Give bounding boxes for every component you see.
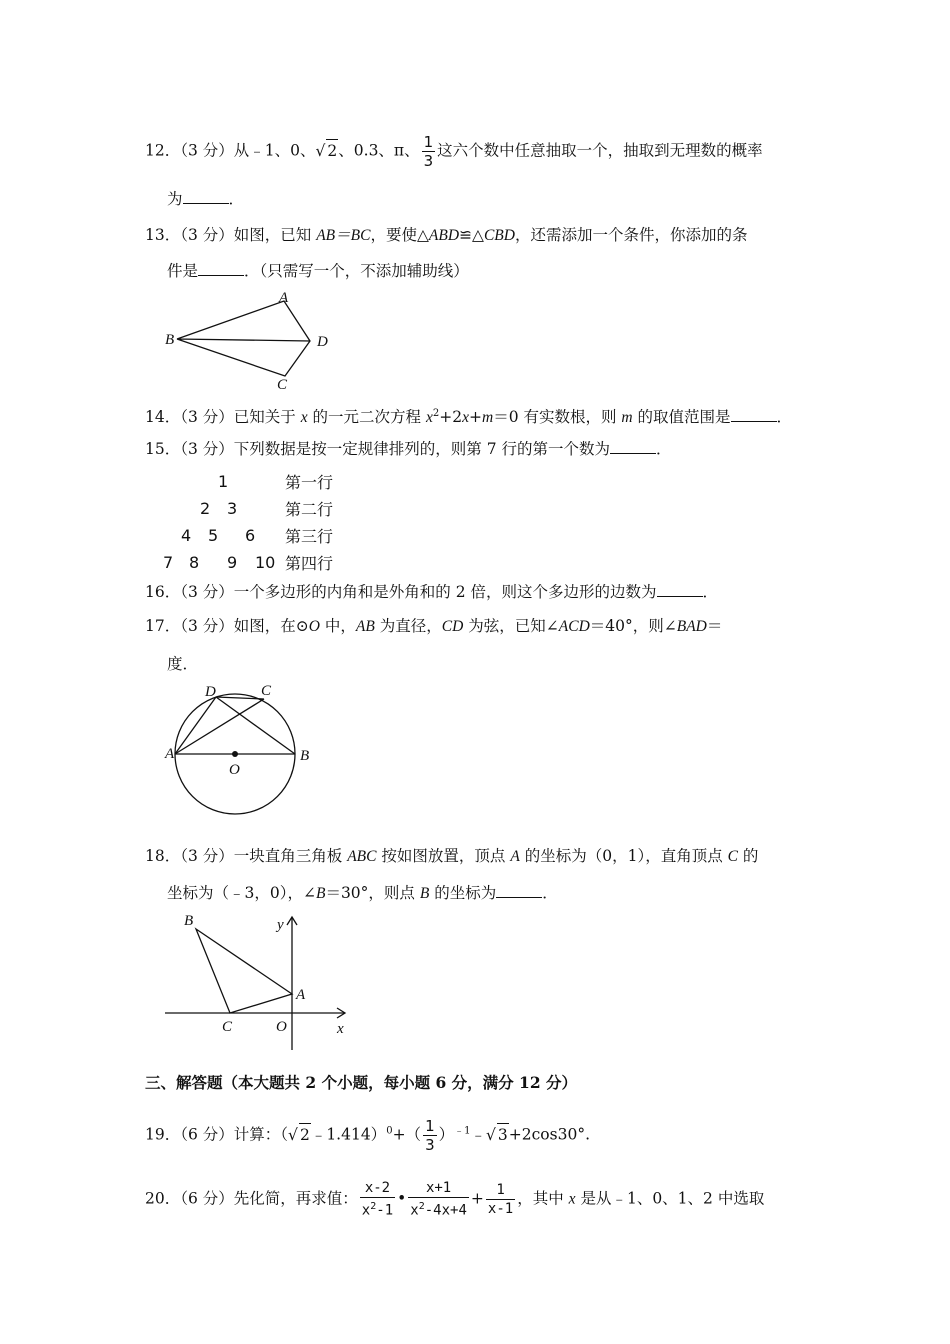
q14-eq-sup: 2 <box>432 408 440 419</box>
q20-text-a: 先化简，再求值： <box>233 1189 358 1208</box>
fraction-one-third <box>422 134 436 169</box>
q18-text-d: 的 <box>738 847 759 865</box>
q15-score: （3 分） <box>180 440 234 458</box>
row4-num2: 8 <box>189 553 200 572</box>
answer-blank[interactable] <box>496 883 542 898</box>
frac-num: 1 <box>423 133 434 151</box>
frac-den: x-1 <box>487 1200 514 1217</box>
q14-line <box>145 403 792 429</box>
q16-score: （3 分） <box>180 583 234 601</box>
label-o: O <box>229 762 240 778</box>
row4-num3: 9 <box>227 553 238 572</box>
sqrt-radicand: 2 <box>299 1123 311 1146</box>
q16-text: 一个多边形的内角和是外角和的 2 倍，则这个多边形的边数为 <box>233 583 657 601</box>
kite-figure <box>160 285 340 397</box>
sqrt-2: √ 2 <box>288 1123 311 1146</box>
coordinate-figure <box>160 905 360 1055</box>
label-o: O <box>276 1019 287 1035</box>
q14-score: （3 分） <box>180 408 234 427</box>
q13-number: 13． <box>145 226 181 244</box>
chord-db <box>216 697 295 754</box>
q20-x: x <box>568 1190 576 1208</box>
row3-label: 第三行 <box>285 527 334 546</box>
row2-label: 第二行 <box>285 500 334 519</box>
label-c: C <box>222 1019 233 1035</box>
row3-num1: 4 <box>181 526 192 545</box>
label-b: B <box>300 748 310 764</box>
label-a: A <box>165 746 175 762</box>
q16-post: ． <box>702 583 719 601</box>
answer-blank[interactable] <box>610 439 656 454</box>
row2-num2: 3 <box>227 499 238 518</box>
chord-ac <box>175 699 264 754</box>
den-part: x <box>410 1202 419 1219</box>
label-c: C <box>261 683 272 699</box>
circle-figure <box>160 678 320 818</box>
q17-text-c: 为直径， <box>374 617 442 635</box>
q20-text-b: ，其中 <box>517 1189 569 1208</box>
q13-text-a: 如图，已知 <box>233 226 317 244</box>
q17-acd: ACD <box>558 618 590 635</box>
q18-line <box>145 845 758 868</box>
row4-label: 第四行 <box>285 554 334 573</box>
frac-den <box>408 1199 469 1219</box>
q19-sup-neg1: ﹣1 <box>454 1125 471 1137</box>
q12-cont-post: ． <box>228 190 245 208</box>
q15-post: ． <box>656 440 672 458</box>
q18-a: A <box>510 848 520 865</box>
q14-x: x <box>300 409 308 427</box>
label-c: C <box>277 377 288 393</box>
q18-cont-a: 坐标为（﹣3，0），∠ <box>167 884 316 902</box>
answer-blank[interactable] <box>183 189 229 204</box>
fraction-one-third <box>423 1118 437 1153</box>
q20-text-c: 是从﹣1、0、1、2 中选取 <box>575 1189 765 1208</box>
sqrt-2: √ 2 <box>316 139 339 162</box>
fraction-2 <box>408 1180 469 1219</box>
sqrt-radicand: 3 <box>497 1123 509 1146</box>
q17-cont-text: 度． <box>167 655 199 673</box>
q17-o: O <box>308 618 320 635</box>
q14-eq-plus: + <box>468 408 482 427</box>
center-dot <box>232 751 238 757</box>
q18-cont-b: ＝30°，则点 <box>325 884 420 902</box>
kite-lines <box>177 301 310 376</box>
triangle-abc <box>196 929 292 1013</box>
q12-text-c: 这六个数中任意抽取一个，抽取到无理数的概率 <box>437 141 763 160</box>
q19-score: （6 分） <box>180 1125 234 1144</box>
q13-cbd: CBD <box>483 227 515 244</box>
q18-score: （3 分） <box>180 847 234 865</box>
row2-num1: 2 <box>200 499 211 518</box>
q18-b1: B <box>315 885 326 902</box>
q17-text-d: 为弦，已知∠ <box>463 617 559 635</box>
q17-ab: AB <box>355 618 375 635</box>
q12-text-b: 、0.3、π、 <box>338 141 420 160</box>
q12-cont <box>167 188 244 210</box>
q20-line <box>145 1180 764 1219</box>
frac-num: x+1 <box>425 1180 452 1196</box>
q12-text-a: 从﹣1、0、 <box>233 141 316 160</box>
label-y: y <box>277 917 284 933</box>
q18-text-b: 按如图放置，顶点 <box>376 847 511 865</box>
q19-text-c: +（ <box>392 1125 422 1144</box>
den-part: -4x+4 <box>424 1202 467 1219</box>
q13-ab-bc: AB＝BC <box>316 227 371 244</box>
sqrt-radicand: 2 <box>326 139 338 162</box>
frac-den: 3 <box>425 1136 435 1154</box>
q17-number: 17． <box>145 617 181 635</box>
q14-post: ． <box>776 408 793 427</box>
q17-line <box>145 615 722 638</box>
q17-text-a: 如图，在⊙ <box>233 617 309 635</box>
q14-eq-x2: x <box>462 409 469 427</box>
q19-text-f: +2cos30°. <box>508 1125 590 1144</box>
q12-number: 12． <box>145 141 181 160</box>
chord-ad <box>175 697 216 754</box>
q13-cont-post: ．（只需写一个，不添加辅助线） <box>244 262 469 280</box>
q14-eq-end: ＝0 有实数根，则 <box>493 408 622 427</box>
q20-score: （6 分） <box>180 1189 234 1208</box>
q13-text-b: ，要使△ <box>370 226 429 244</box>
q14-eq-x: x <box>425 409 433 427</box>
q17-cd: CD <box>441 618 464 635</box>
label-a: A <box>296 987 306 1003</box>
row1-label: 第一行 <box>285 473 334 492</box>
q19-sup-0: 0 <box>386 1125 393 1137</box>
q17-cont <box>167 653 198 675</box>
q18-abc: ABC <box>347 848 377 865</box>
q13-text-c: ，还需添加一个条件，你添加的条 <box>514 226 748 244</box>
q14-eq-mid: +2 <box>439 408 463 427</box>
q13-cong: ≌△ <box>459 226 484 244</box>
frac-num: 1 <box>425 1117 435 1135</box>
q14-number: 14． <box>145 408 181 427</box>
frac-num: x-2 <box>364 1180 391 1196</box>
q16-number: 16． <box>145 583 181 601</box>
q19-text-e: ﹣ <box>470 1125 487 1144</box>
label-x: x <box>337 1021 344 1037</box>
label-b: B <box>184 913 194 929</box>
q17-text-e: ＝40°，则∠ <box>589 617 677 635</box>
q19-text-d: ） <box>438 1125 455 1144</box>
q17-score: （3 分） <box>180 617 234 635</box>
q12-score: （3 分） <box>180 141 234 160</box>
q18-post: ． <box>542 884 558 902</box>
answer-blank[interactable] <box>198 261 244 276</box>
den-sup: 2 <box>370 1201 377 1212</box>
frac-den <box>360 1199 395 1219</box>
q13-cont <box>167 260 469 282</box>
q20-number: 20． <box>145 1189 181 1208</box>
q17-bad: BAD <box>676 618 707 635</box>
q13-line <box>145 224 747 247</box>
row1-num1: 1 <box>218 472 229 491</box>
q18-number: 18． <box>145 847 181 865</box>
q19-number: 19． <box>145 1125 181 1144</box>
label-a: A <box>279 290 289 306</box>
q13-abd: ABD <box>428 227 460 244</box>
row4-num4: 10 <box>255 553 276 572</box>
q18-cont-c: 的坐标为 <box>429 884 497 902</box>
row3-num2: 5 <box>208 526 219 545</box>
label-b: B <box>165 332 175 348</box>
fraction-3 <box>486 1182 515 1217</box>
q19-text-b: ﹣1.414） <box>310 1125 387 1144</box>
section-3-heading: 三、解答题（本大题共 2 个小题，每小题 6 分，满分 12 分） <box>145 1073 578 1092</box>
q18-b2: B <box>419 885 430 902</box>
q14-text-b: 的一元二次方程 <box>307 408 426 427</box>
q12-line <box>145 134 763 169</box>
q14-text-a: 已知关于 <box>233 408 301 427</box>
q15-text: 下列数据是按一定规律排列的，则第 7 行的第一个数为 <box>233 440 610 458</box>
q15-line <box>145 438 672 460</box>
q14-eq-m: m <box>481 409 494 427</box>
q19-line <box>145 1118 590 1153</box>
q20-dot: • <box>397 1189 407 1208</box>
q18-text-c: 的坐标为（0，1），直角顶点 <box>519 847 728 865</box>
q18-c: C <box>727 848 738 865</box>
q12-cont-pre: 为 <box>167 190 183 208</box>
q18-cont <box>167 882 558 905</box>
den-part: x <box>361 1202 371 1219</box>
q13-score: （3 分） <box>180 226 234 244</box>
q17-text-b: 中， <box>319 617 356 635</box>
fraction-1 <box>360 1180 395 1219</box>
frac-den: 3 <box>423 152 434 170</box>
q19-text-a: 计算：（ <box>233 1125 289 1144</box>
q17-text-f: ＝ <box>706 617 723 635</box>
den-sup: 2 <box>418 1201 425 1212</box>
q14-m: m <box>621 409 633 427</box>
label-d: D <box>317 334 328 350</box>
q18-text-a: 一块直角三角板 <box>233 847 348 865</box>
den-part: -1 <box>376 1202 394 1219</box>
label-d: D <box>205 684 216 700</box>
q20-plus: + <box>470 1189 484 1208</box>
q13-cont-pre: 件是 <box>167 262 199 280</box>
q15-number: 15． <box>145 440 181 458</box>
row4-num1: 7 <box>163 553 174 572</box>
frac-num: 1 <box>496 1181 505 1198</box>
q16-line <box>145 581 718 603</box>
sqrt-3: √ 3 <box>486 1123 509 1146</box>
answer-blank[interactable] <box>731 407 777 422</box>
q14-text-c: 的取值范围是 <box>632 408 731 427</box>
answer-blank[interactable] <box>657 582 703 597</box>
row3-num3: 6 <box>245 526 256 545</box>
